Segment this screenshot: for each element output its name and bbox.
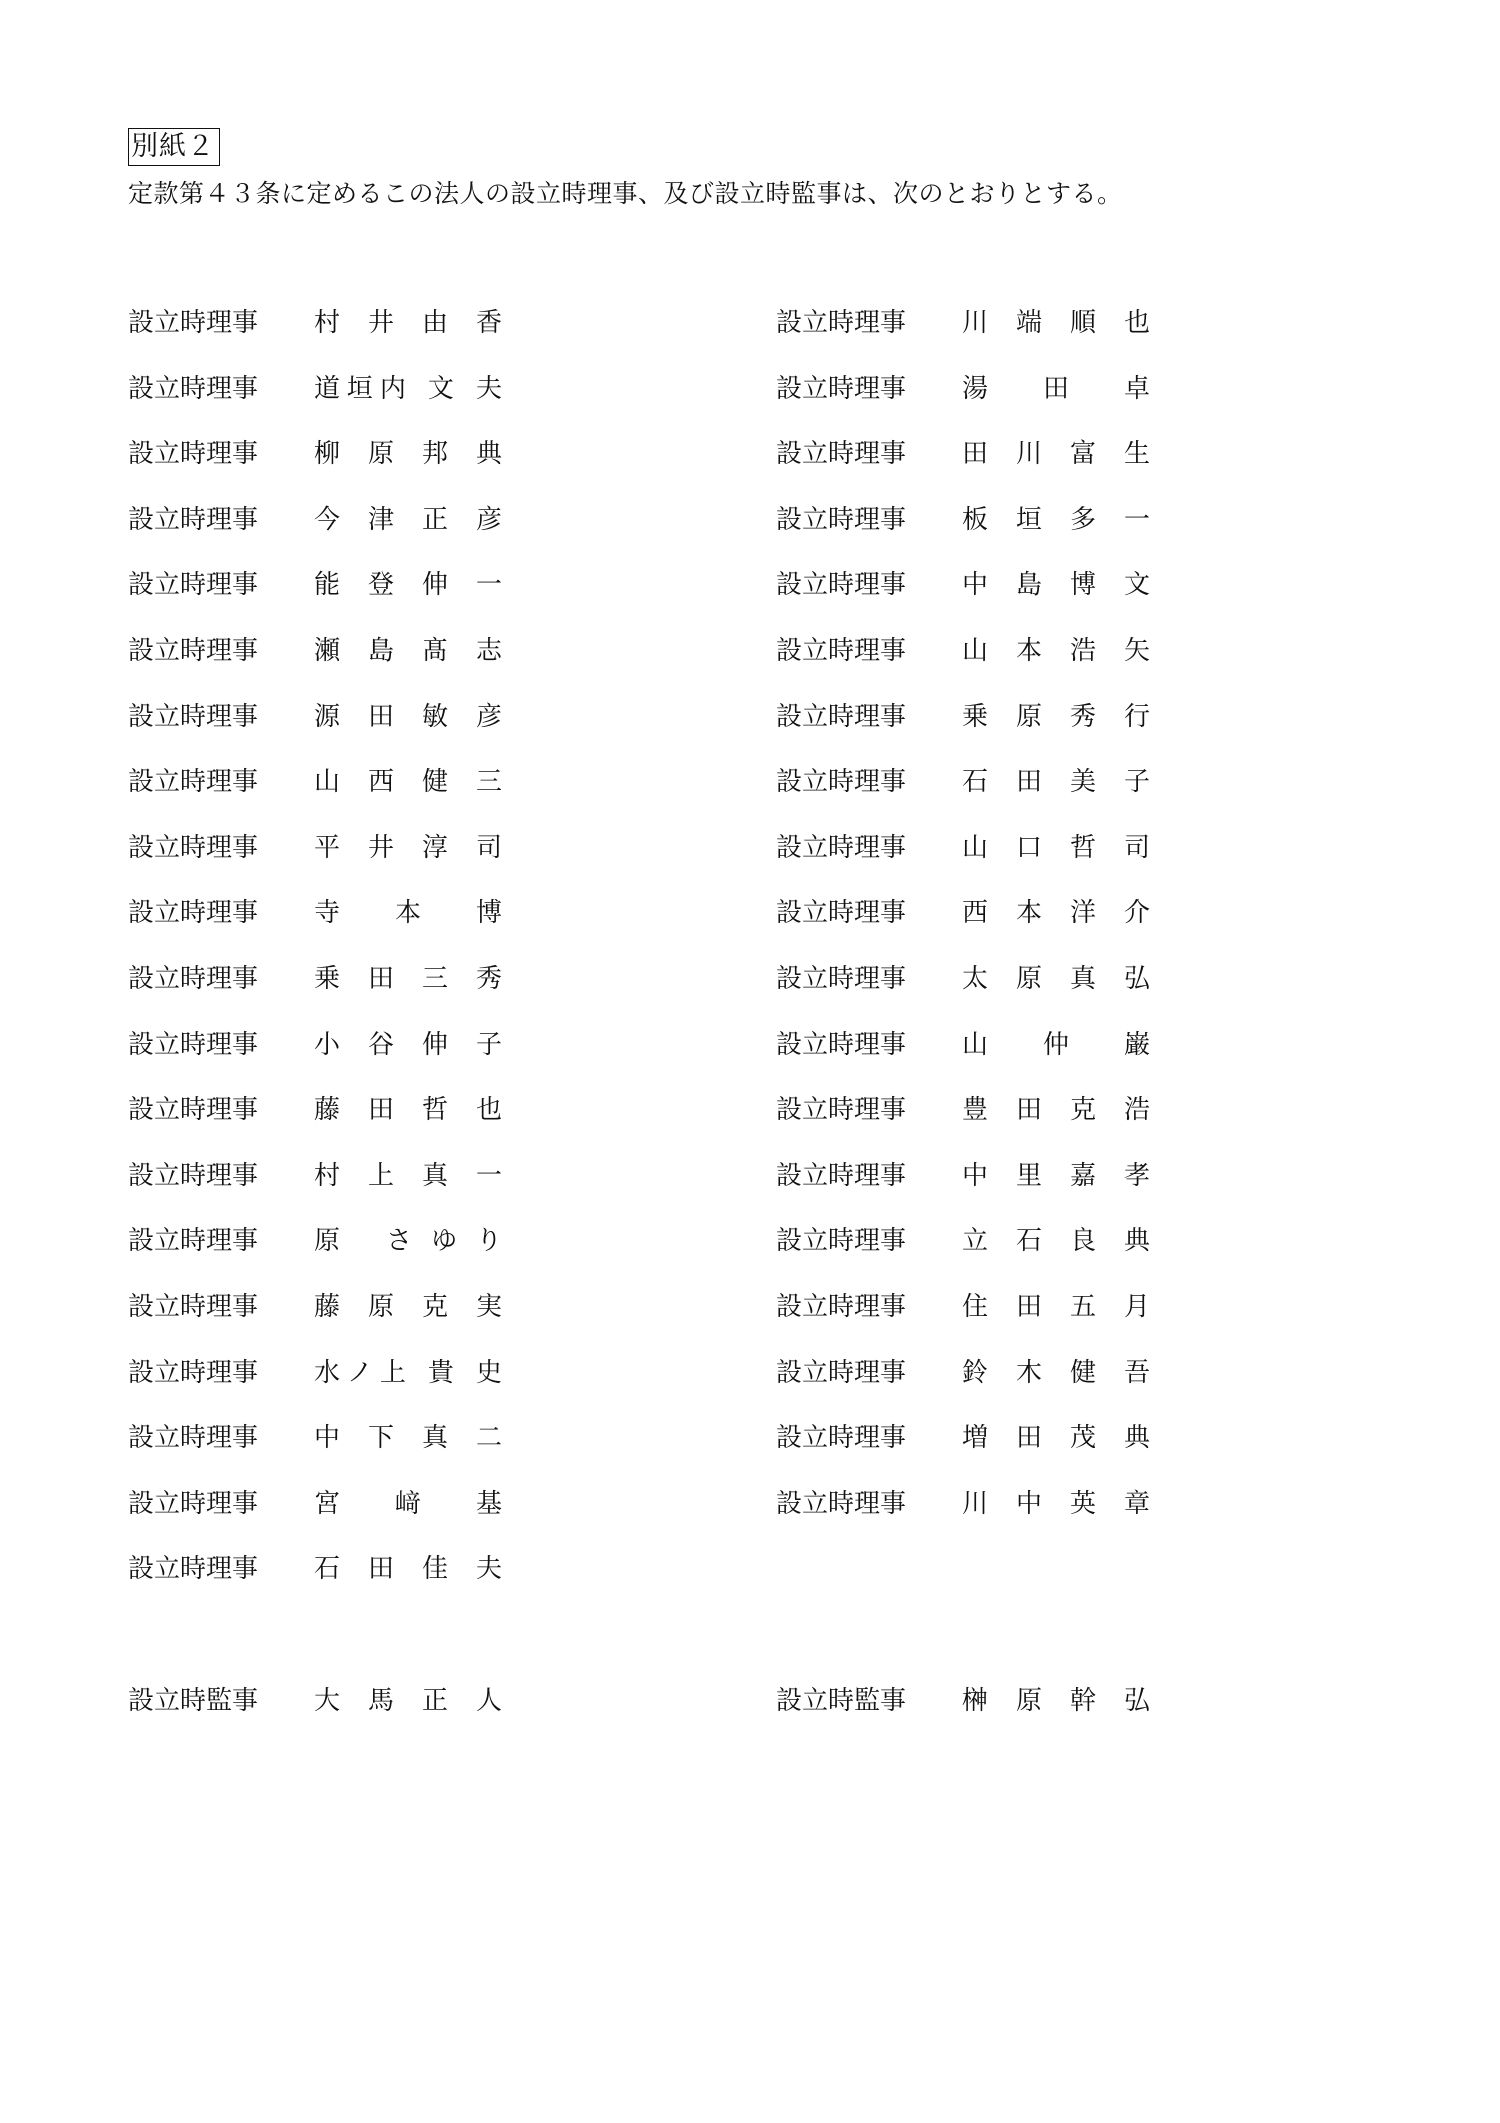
role-label: 設立時理事 — [128, 1291, 259, 1322]
directors-left-column — [128, 305, 688, 1617]
director-row — [776, 1355, 1336, 1421]
person-name: 鈴 木 健 吾 — [962, 1357, 1150, 1388]
role-label: 設立時理事 — [776, 439, 907, 470]
person-name: 榊 原 幹 弘 — [962, 1686, 1150, 1716]
director-row — [776, 830, 1336, 896]
director-row — [776, 1420, 1336, 1486]
person-name: 立 石 良 典 — [962, 1226, 1150, 1257]
person-name: 乗 田 三 秀 — [314, 963, 502, 994]
role-label: 設立時監事 — [776, 1686, 907, 1716]
person-name: 今 津 正 彦 — [314, 504, 502, 535]
director-row — [128, 1092, 688, 1158]
auditor-right — [776, 1683, 1336, 1749]
role-label: 設立時理事 — [776, 1291, 907, 1322]
person-name: 道垣内 文 夫 — [314, 373, 502, 404]
director-row — [128, 1355, 688, 1421]
director-row — [128, 502, 688, 568]
director-row — [128, 305, 688, 371]
director-row — [776, 1092, 1336, 1158]
person-name: 田 川 富 生 — [962, 439, 1150, 470]
role-label: 設立時理事 — [776, 1488, 907, 1519]
role-label: 設立時理事 — [776, 898, 907, 929]
person-name: 中 里 嘉 孝 — [962, 1160, 1150, 1191]
role-label: 設立時理事 — [776, 1226, 907, 1257]
role-label: 設立時理事 — [128, 898, 259, 929]
director-row — [776, 1289, 1336, 1355]
role-label: 設立時理事 — [776, 504, 907, 535]
director-row — [776, 699, 1336, 765]
role-label: 設立時理事 — [128, 570, 259, 601]
director-row — [128, 1486, 688, 1552]
auditor-row — [128, 1683, 688, 1749]
role-label: 設立時理事 — [776, 1423, 907, 1454]
role-label: 設立時監事 — [128, 1686, 259, 1716]
role-label: 設立時理事 — [128, 1029, 259, 1060]
person-name: 山 本 浩 矢 — [962, 635, 1150, 666]
role-label: 設立時理事 — [776, 373, 907, 404]
director-row — [128, 1289, 688, 1355]
person-name: 中 下 真 二 — [314, 1423, 502, 1454]
director-row — [776, 895, 1336, 961]
director-row — [128, 1027, 688, 1093]
director-row — [128, 764, 688, 830]
director-row — [128, 371, 688, 437]
person-name: 山 仲 巌 — [962, 1029, 1150, 1060]
person-name: 乗 原 秀 行 — [962, 701, 1150, 732]
person-name: 住 田 五 月 — [962, 1291, 1150, 1322]
role-label: 設立時理事 — [128, 635, 259, 666]
director-row — [128, 436, 688, 502]
director-row — [128, 1551, 688, 1617]
role-label: 設立時理事 — [776, 635, 907, 666]
person-name: 山 口 哲 司 — [962, 832, 1150, 863]
person-name: 小 谷 伸 子 — [314, 1029, 502, 1060]
director-row — [128, 961, 688, 1027]
director-row — [128, 1420, 688, 1486]
director-row — [128, 567, 688, 633]
director-row — [776, 567, 1336, 633]
person-name: 川 端 順 也 — [962, 308, 1150, 338]
director-row — [776, 502, 1336, 568]
role-label: 設立時理事 — [776, 832, 907, 863]
director-row — [128, 895, 688, 961]
person-name: 豊 田 克 浩 — [962, 1095, 1150, 1126]
director-row — [776, 1158, 1336, 1224]
role-label: 設立時理事 — [776, 963, 907, 994]
person-name: 瀬 島 髙 志 — [314, 635, 502, 666]
role-label: 設立時理事 — [128, 373, 259, 404]
person-name: 板 垣 多 一 — [962, 504, 1150, 535]
director-row — [776, 961, 1336, 1027]
person-name: 山 西 健 三 — [314, 767, 502, 798]
role-label: 設立時理事 — [128, 308, 259, 338]
role-label: 設立時理事 — [128, 1226, 259, 1257]
person-name: 水ノ上 貴 史 — [314, 1357, 502, 1388]
role-label: 設立時理事 — [776, 1357, 907, 1388]
director-row — [776, 305, 1336, 371]
person-name: 中 島 博 文 — [962, 570, 1150, 601]
role-label: 設立時理事 — [128, 832, 259, 863]
director-row — [776, 1486, 1336, 1552]
role-label: 設立時理事 — [128, 1423, 259, 1454]
role-label: 設立時理事 — [128, 701, 259, 732]
director-row — [128, 1158, 688, 1224]
person-name: 原 さゆり — [314, 1226, 502, 1257]
person-name: 大 馬 正 人 — [314, 1686, 502, 1716]
person-name: 太 原 真 弘 — [962, 963, 1150, 994]
auditor-left — [128, 1683, 688, 1749]
person-name: 能 登 伸 一 — [314, 570, 502, 601]
role-label: 設立時理事 — [776, 1095, 907, 1126]
role-label: 設立時理事 — [776, 308, 907, 338]
role-label: 設立時理事 — [128, 1095, 259, 1126]
role-label: 設立時理事 — [128, 1488, 259, 1519]
director-row — [128, 830, 688, 896]
person-name: 石 田 佳 夫 — [314, 1554, 502, 1585]
role-label: 設立時理事 — [128, 504, 259, 535]
person-name: 平 井 淳 司 — [314, 832, 502, 863]
role-label: 設立時理事 — [776, 1029, 907, 1060]
person-name: 藤 原 克 実 — [314, 1291, 502, 1322]
director-row — [128, 633, 688, 699]
person-name: 石 田 美 子 — [962, 767, 1150, 798]
director-row — [776, 1223, 1336, 1289]
attachment-label: 別紙２ — [128, 128, 220, 166]
person-name: 西 本 洋 介 — [962, 898, 1150, 929]
role-label: 設立時理事 — [128, 1160, 259, 1191]
director-row — [776, 1027, 1336, 1093]
role-label: 設立時理事 — [776, 701, 907, 732]
role-label: 設立時理事 — [128, 963, 259, 994]
person-name: 源 田 敏 彦 — [314, 701, 502, 732]
role-label: 設立時理事 — [128, 767, 259, 798]
intro-text: 定款第４３条に定めるこの法人の設立時理事、及び設立時監事は、次のとおりとする。 — [128, 179, 1123, 208]
role-label: 設立時理事 — [776, 1160, 907, 1191]
directors-right-column — [776, 305, 1336, 1551]
director-row — [776, 371, 1336, 437]
director-row — [128, 1223, 688, 1289]
person-name: 川 中 英 章 — [962, 1488, 1150, 1519]
director-row — [776, 633, 1336, 699]
auditor-row — [776, 1683, 1336, 1749]
person-name: 村 上 真 一 — [314, 1160, 502, 1191]
director-row — [776, 764, 1336, 830]
person-name: 増 田 茂 典 — [962, 1423, 1150, 1454]
person-name: 宮 﨑 基 — [314, 1488, 502, 1519]
role-label: 設立時理事 — [776, 570, 907, 601]
role-label: 設立時理事 — [128, 439, 259, 470]
person-name: 藤 田 哲 也 — [314, 1095, 502, 1126]
person-name: 柳 原 邦 典 — [314, 439, 502, 470]
role-label: 設立時理事 — [128, 1554, 259, 1585]
director-row — [128, 699, 688, 765]
person-name: 村 井 由 香 — [314, 308, 502, 338]
director-row — [776, 436, 1336, 502]
role-label: 設立時理事 — [776, 767, 907, 798]
role-label: 設立時理事 — [128, 1357, 259, 1388]
person-name: 湯 田 卓 — [962, 373, 1150, 404]
person-name: 寺 本 博 — [314, 898, 502, 929]
